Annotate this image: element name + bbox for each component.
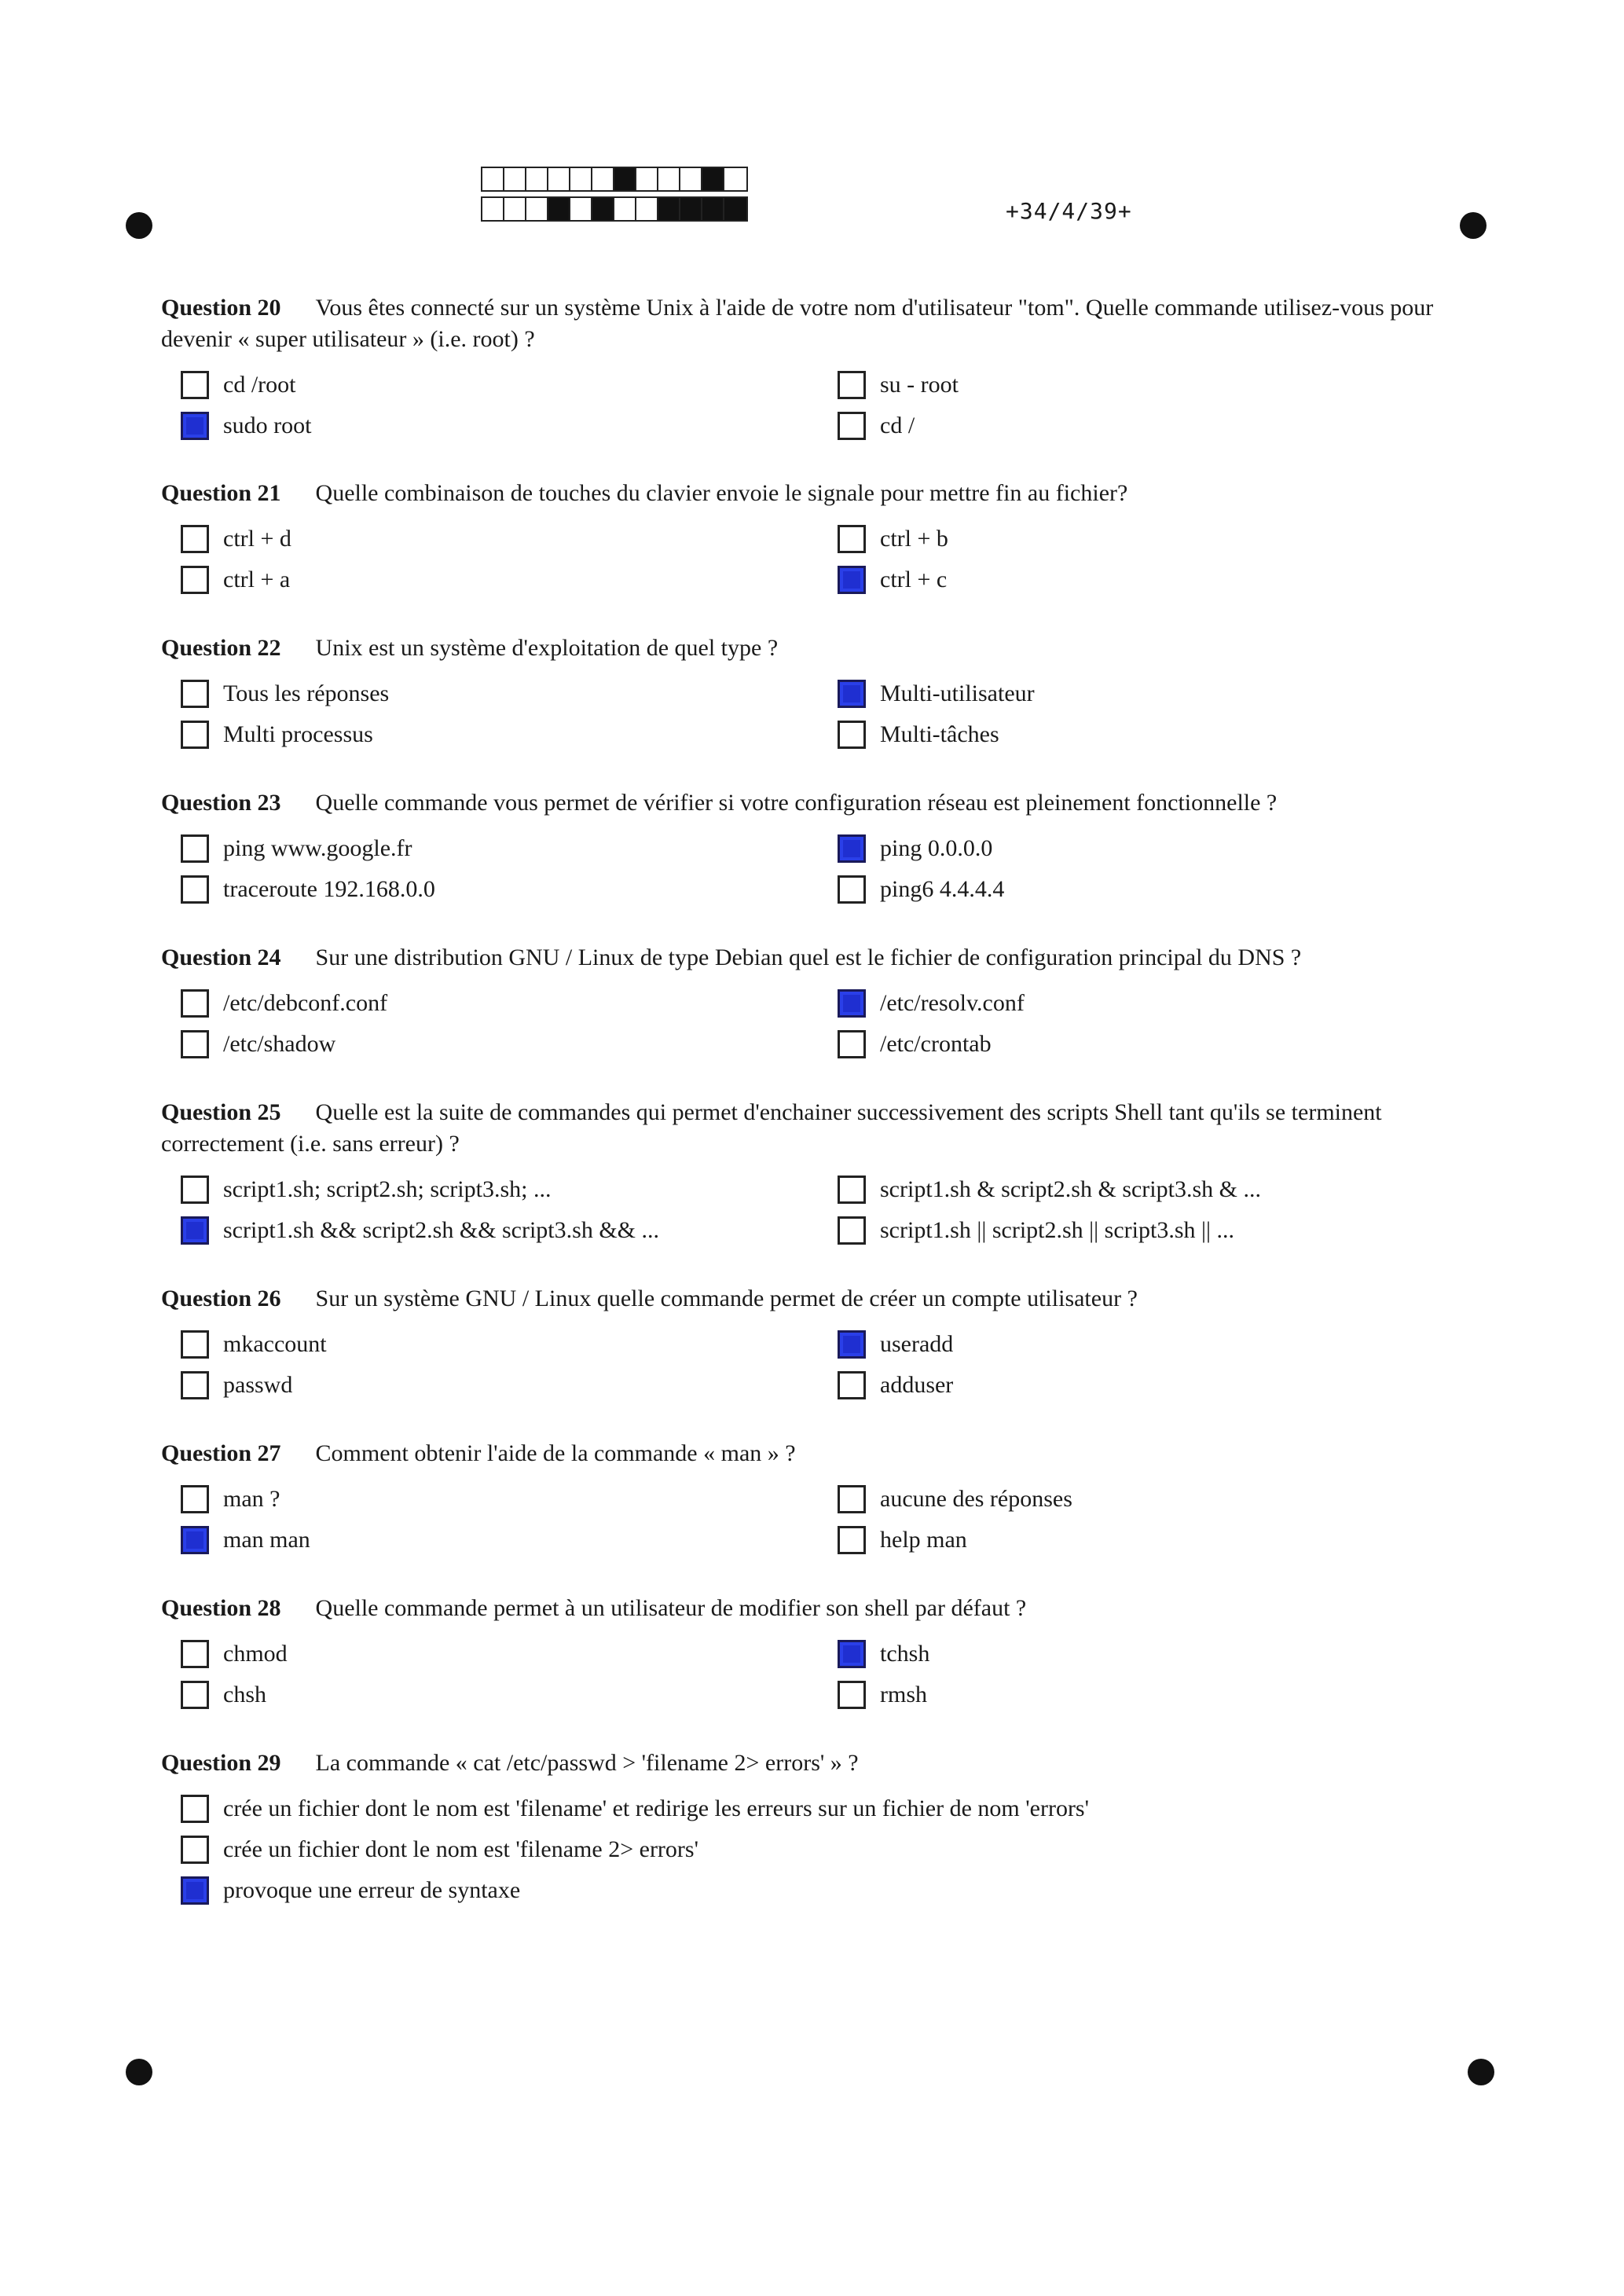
checkbox-empty[interactable] [181,834,209,863]
checkbox-empty[interactable] [181,1640,209,1668]
question-prompt: La commande « cat /etc/passwd > 'filename 2> errors' » ? [315,1750,859,1776]
answer-option[interactable] [181,989,387,1018]
question-text [161,1097,1457,1160]
barcode-cell [724,168,746,190]
answer-option[interactable] [838,680,1035,708]
question-text [161,787,1457,819]
answer-label: useradd [880,1331,954,1357]
answer-label: cd / [880,413,915,438]
answer-label: ctrl + d [223,526,291,552]
question-label: Question 24 [161,944,281,970]
answer-label: script1.sh; script2.sh; script3.sh; ... [223,1176,552,1202]
barcode-cell [482,198,504,220]
answer-option[interactable] [838,371,959,399]
answer-option[interactable] [181,721,373,749]
question-text [161,942,1457,974]
barcode-cell [592,198,614,220]
barcode-cell [482,168,504,190]
question-block [161,942,1457,974]
answer-label: ping6 4.4.4.4 [880,876,1005,902]
question-label: Question 26 [161,1286,281,1311]
answer-option[interactable] [181,834,412,863]
question-label: Question 23 [161,790,281,816]
registration-dot-bottom-left [126,2059,152,2085]
question-block [161,787,1457,819]
answer-label: chmod [223,1641,288,1667]
answer-label: ping 0.0.0.0 [880,835,993,861]
checkbox-checked[interactable] [181,1876,209,1905]
checkbox-empty[interactable] [181,1681,209,1709]
barcode-cell [570,198,592,220]
checkbox-empty[interactable] [838,1030,866,1058]
question-text [161,1748,1457,1779]
answer-label: mkaccount [223,1331,327,1357]
question-prompt: Vous êtes connecté sur un système Unix à l'aide de votre nom d'utilisateur "tom". Quelle commande utilisez-vous pour devenir « super utilisateur » (i.e. root) ? [161,295,1434,352]
answer-label: ctrl + a [223,567,291,592]
question-label: Question 28 [161,1595,281,1621]
barcode-cell [658,168,680,190]
checkbox-checked[interactable] [838,566,866,594]
barcode-cell [680,168,702,190]
question-prompt: Sur un système GNU / Linux quelle commande permet de créer un compte utilisateur ? [315,1286,1138,1311]
question-label: Question 20 [161,295,281,321]
checkbox-empty[interactable] [181,566,209,594]
answer-label: man man [223,1527,310,1553]
checkbox-empty[interactable] [181,1836,209,1864]
checkbox-empty[interactable] [181,989,209,1018]
barcode-cell [526,168,548,190]
checkbox-checked[interactable] [181,1526,209,1554]
question-label: Question 27 [161,1440,281,1466]
question-block [161,1097,1457,1160]
checkbox-empty[interactable] [838,721,866,749]
answer-label: passwd [223,1372,293,1398]
barcode-cell [504,198,526,220]
question-prompt: Quelle combinaison de touches du clavier envoie le signale pour mettre fin au fichier? [315,480,1128,506]
answer-option[interactable] [181,525,291,553]
checkbox-empty[interactable] [838,525,866,553]
checkbox-checked[interactable] [838,680,866,708]
checkbox-checked[interactable] [181,412,209,440]
question-prompt: Unix est un système d'exploitation de quel type ? [315,635,779,661]
answer-option[interactable] [838,525,948,553]
barcode-cell [724,198,746,220]
checkbox-empty[interactable] [181,680,209,708]
answer-label: su - root [880,372,959,398]
answer-label: ping www.google.fr [223,835,412,861]
answer-option[interactable] [838,1485,1072,1513]
checkbox-empty[interactable] [181,525,209,553]
question-text [161,1438,1457,1469]
answer-option[interactable] [838,1371,953,1399]
answer-label: man ? [223,1486,280,1512]
answer-label: /etc/crontab [880,1031,992,1057]
registration-dot-top-left [126,212,152,239]
answer-option[interactable] [838,1681,927,1709]
answer-option[interactable] [838,1176,1261,1204]
answer-option[interactable] [181,1176,551,1204]
checkbox-empty[interactable] [838,1681,866,1709]
page-code: +34/4/39+ [1006,198,1132,224]
answer-label: help man [880,1527,967,1553]
checkbox-empty[interactable] [181,1030,209,1058]
question-prompt: Quelle commande vous permet de vérifier si votre configuration réseau est pleinement fonctionnelle ? [315,790,1278,816]
checkbox-empty[interactable] [181,1176,209,1204]
question-block [161,1283,1457,1315]
answer-option[interactable] [181,1330,327,1359]
answer-label: adduser [880,1372,954,1398]
checkbox-checked[interactable] [838,1330,866,1359]
answer-option[interactable] [181,1876,520,1905]
question-text [161,292,1457,355]
question-label: Question 22 [161,635,281,661]
barcode-cell [592,168,614,190]
barcode-cell [702,198,724,220]
answer-label: chsh [223,1682,266,1707]
answer-option[interactable] [181,566,290,594]
barcode-cell [636,168,658,190]
answer-option[interactable] [181,1640,288,1668]
checkbox-checked[interactable] [838,834,866,863]
answer-label: script1.sh & script2.sh & script3.sh & ... [880,1176,1261,1202]
barcode-cell [614,198,636,220]
question-block [161,292,1457,355]
answer-label: script1.sh || script2.sh || script3.sh || ... [880,1217,1235,1243]
answer-label: Tous les réponses [223,680,390,706]
checkbox-empty[interactable] [181,371,209,399]
answer-option[interactable] [838,1526,967,1554]
checkbox-empty[interactable] [838,371,866,399]
question-block [161,1748,1457,1779]
question-block [161,633,1457,664]
barcode-cell [570,168,592,190]
answer-label: tchsh [880,1641,930,1667]
answer-option[interactable] [181,1795,1089,1823]
barcode-bottom [481,196,748,222]
checkbox-empty[interactable] [181,1330,209,1359]
answer-label: Multi processus [223,721,373,747]
answer-option[interactable] [181,875,435,904]
answer-option[interactable] [838,834,992,863]
checkbox-empty[interactable] [838,1216,866,1245]
question-label: Question 25 [161,1099,281,1125]
answer-label: Multi-tâches [880,721,999,747]
checkbox-empty[interactable] [181,875,209,904]
answer-option[interactable] [181,412,312,440]
answer-option[interactable] [838,1640,929,1668]
answer-option[interactable] [181,1371,292,1399]
answer-option[interactable] [838,1030,992,1058]
barcode-top [481,167,748,192]
answer-label: crée un fichier dont le nom est 'filename' et redirige les erreurs sur un fichier de nom 'errors' [223,1795,1090,1821]
barcode-cell [702,168,724,190]
checkbox-empty[interactable] [838,412,866,440]
checkbox-empty[interactable] [838,1485,866,1513]
barcode-cell [526,198,548,220]
answer-label: traceroute 192.168.0.0 [223,876,435,902]
checkbox-empty[interactable] [181,1795,209,1823]
barcode-cell [680,198,702,220]
answer-option[interactable] [181,680,389,708]
answer-option[interactable] [181,1216,659,1245]
question-text [161,1283,1457,1315]
barcode-cell [548,168,570,190]
answer-option[interactable] [838,989,1025,1018]
question-text [161,478,1457,509]
question-prompt: Sur une distribution GNU / Linux de type Debian quel est le fichier de configuration principal du DNS ? [315,944,1302,970]
answer-label: script1.sh && script2.sh && script3.sh && ... [223,1217,659,1243]
checkbox-empty[interactable] [838,1176,866,1204]
question-label: Question 29 [161,1750,281,1776]
checkbox-checked[interactable] [838,1640,866,1668]
checkbox-empty[interactable] [838,875,866,904]
checkbox-checked[interactable] [838,989,866,1018]
registration-dot-top-right [1460,212,1487,239]
question-block [161,1593,1457,1624]
checkbox-empty[interactable] [838,1371,866,1399]
answer-option[interactable] [181,1485,280,1513]
answer-option[interactable] [181,1526,310,1554]
answer-option[interactable] [181,1681,266,1709]
barcode-cell [636,198,658,220]
answer-label: Multi-utilisateur [880,680,1035,706]
barcode-cell [658,198,680,220]
answer-label: crée un fichier dont le nom est 'filename 2> errors' [223,1836,698,1862]
checkbox-checked[interactable] [181,1216,209,1245]
checkbox-empty[interactable] [181,1371,209,1399]
answer-label: /etc/debconf.conf [223,990,388,1016]
answer-label: /etc/shadow [223,1031,336,1057]
checkbox-empty[interactable] [181,1485,209,1513]
answer-option[interactable] [838,1216,1234,1245]
answer-label: sudo root [223,413,312,438]
question-block [161,1438,1457,1469]
registration-dot-bottom-right [1468,2059,1494,2085]
question-label: Question 21 [161,480,281,506]
barcode-cell [504,168,526,190]
answer-option[interactable] [838,1330,953,1359]
answer-option[interactable] [838,721,999,749]
answer-label: ctrl + b [880,526,948,552]
answer-option[interactable] [181,1030,335,1058]
checkbox-empty[interactable] [838,1526,866,1554]
answer-label: ctrl + c [880,567,948,592]
answer-option[interactable] [838,412,915,440]
answer-label: aucune des réponses [880,1486,1072,1512]
answer-label: cd /root [223,372,296,398]
answer-label: rmsh [880,1682,927,1707]
answer-label: /etc/resolv.conf [880,990,1025,1016]
answer-label: provoque une erreur de syntaxe [223,1877,521,1903]
answer-option[interactable] [181,1836,698,1864]
question-text [161,1593,1457,1624]
answer-option[interactable] [838,566,947,594]
checkbox-empty[interactable] [181,721,209,749]
question-prompt: Comment obtenir l'aide de la commande « man » ? [315,1440,796,1466]
question-prompt: Quelle commande permet à un utilisateur de modifier son shell par défaut ? [315,1595,1027,1621]
question-text [161,633,1457,664]
question-block [161,478,1457,509]
barcode-cell [548,198,570,220]
question-prompt: Quelle est la suite de commandes qui permet d'enchainer successivement des scripts Shell tant qu'ils se terminent correctement (i.e. sans erreur) ? [161,1099,1382,1157]
answer-option[interactable] [181,371,295,399]
barcode-cell [614,168,636,190]
answer-option[interactable] [838,875,1004,904]
